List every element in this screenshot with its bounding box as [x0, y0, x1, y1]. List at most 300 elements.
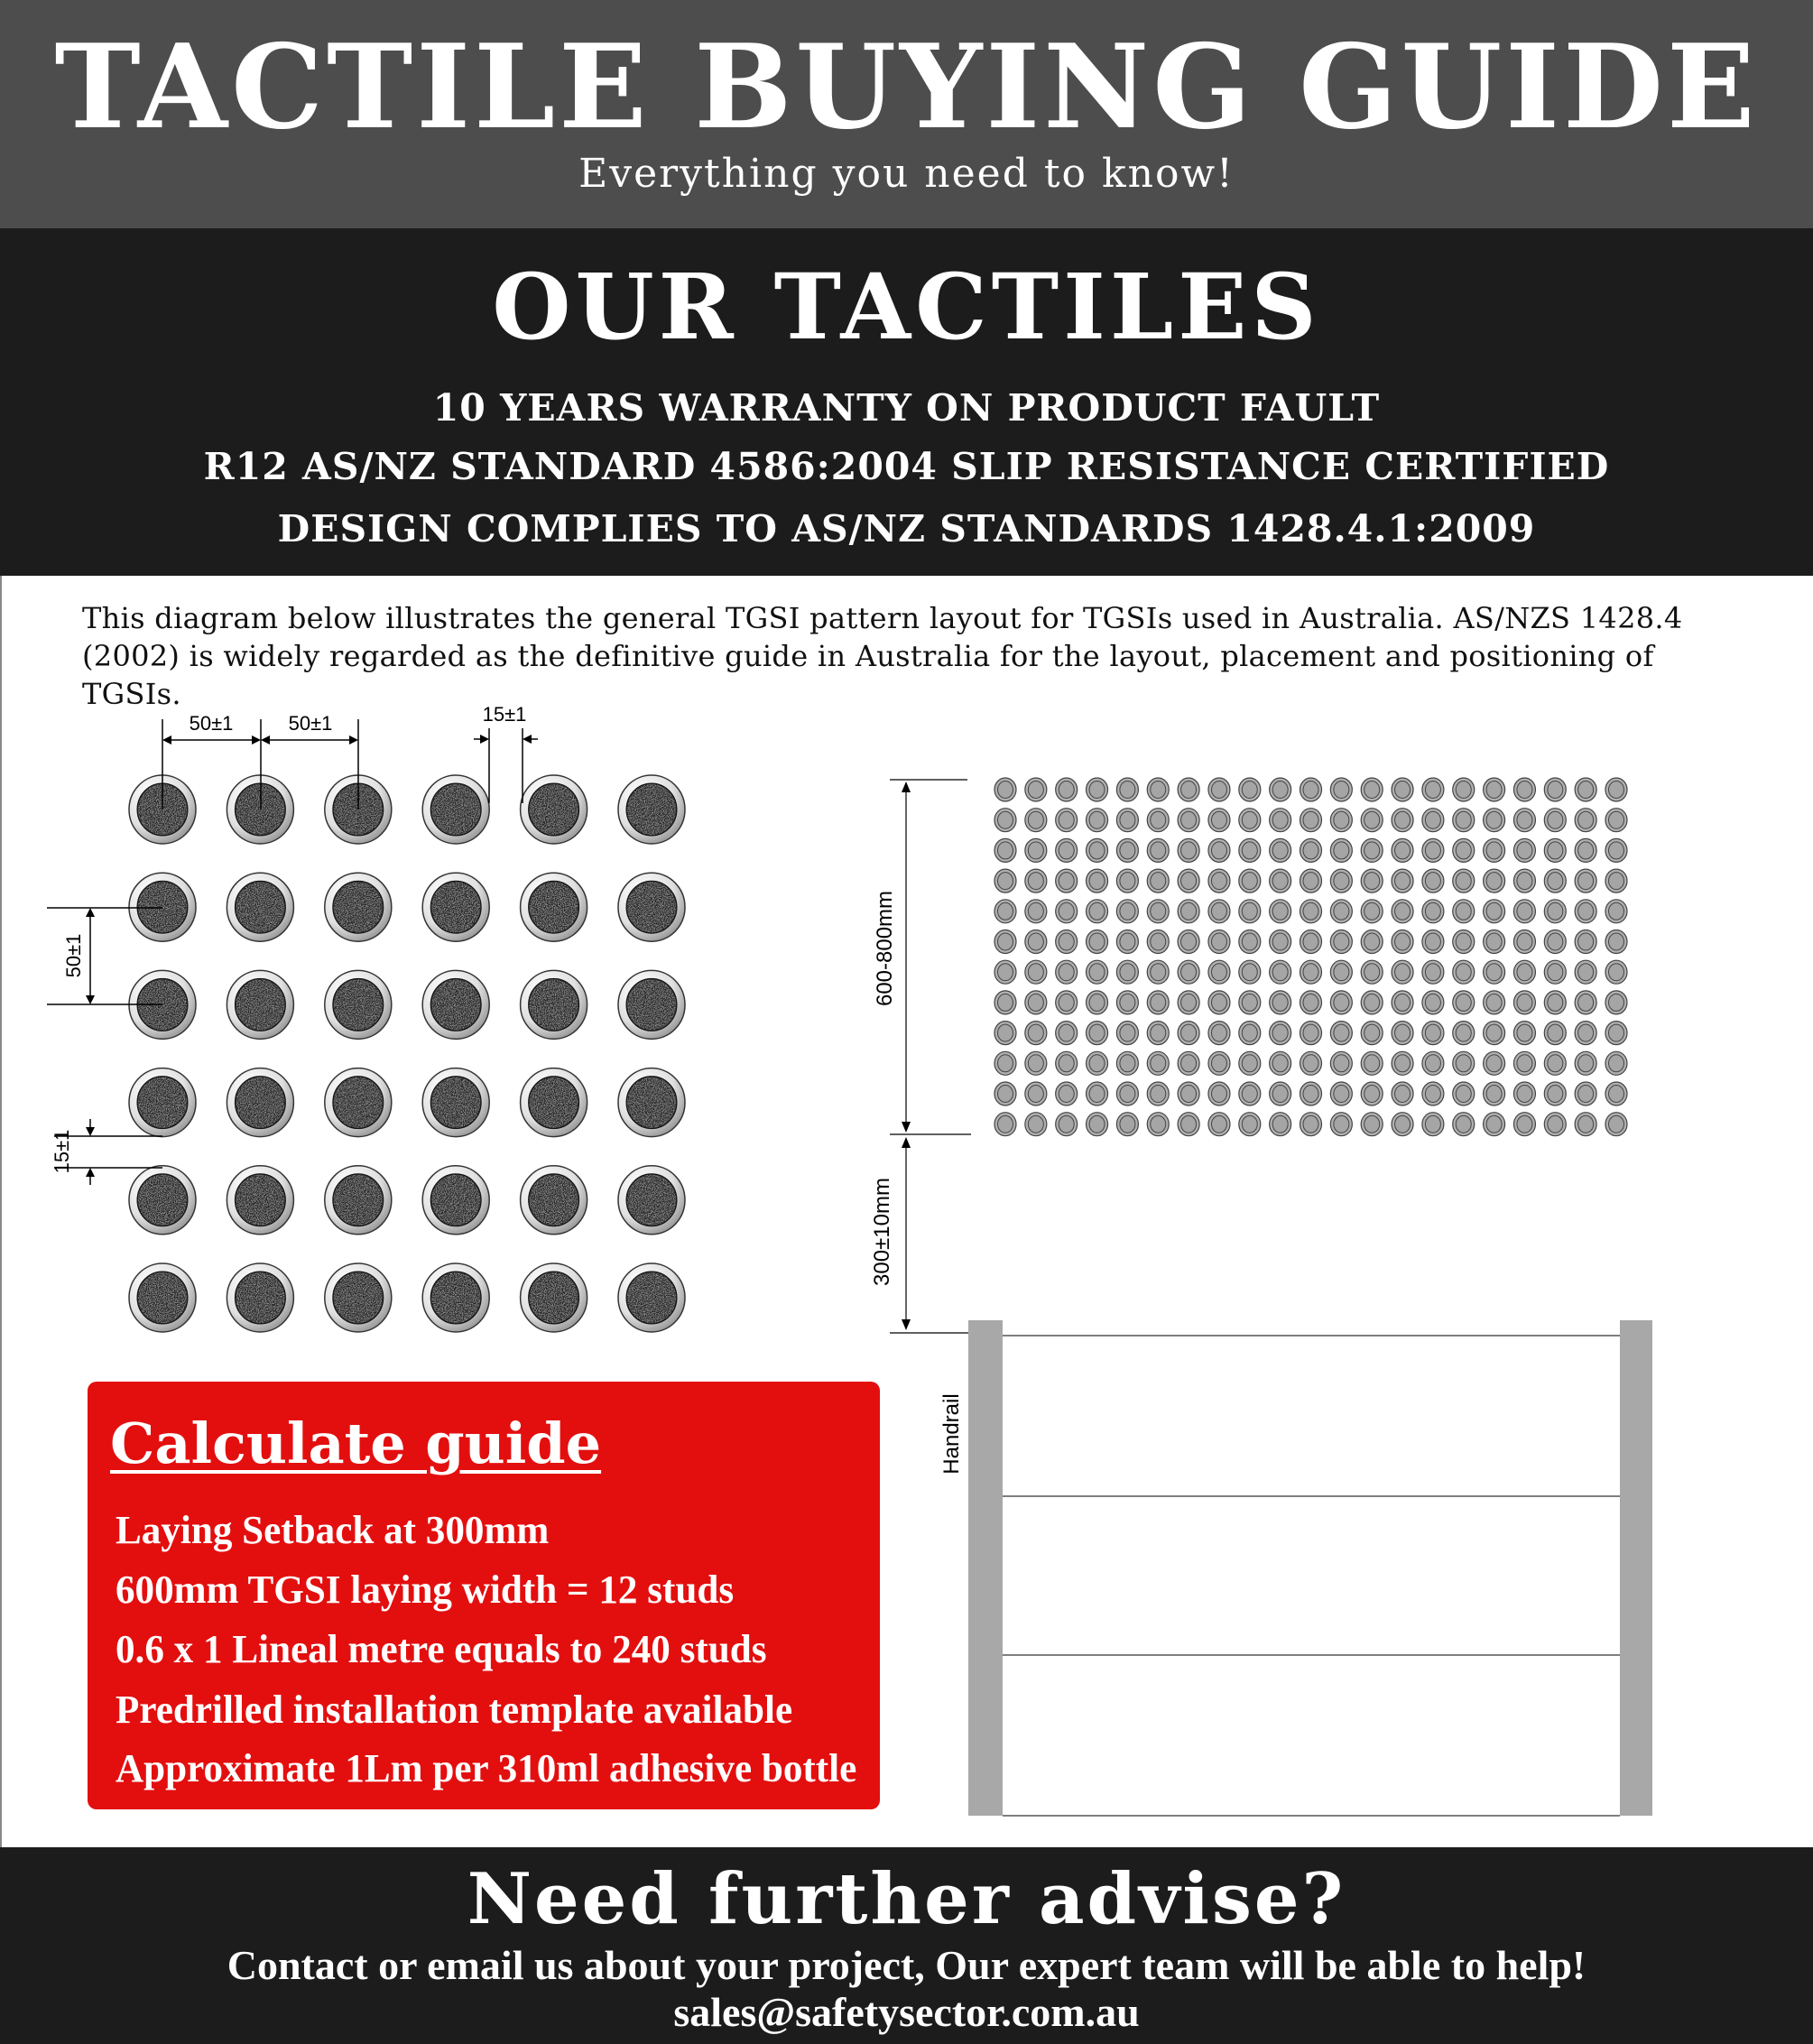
layout-stud: [1239, 1051, 1261, 1075]
tactile-stud: [521, 1263, 587, 1332]
layout-stud: [1087, 809, 1108, 832]
layout-stud: [1239, 960, 1261, 984]
layout-stud: [1025, 930, 1047, 954]
layout-stud: [1422, 960, 1444, 984]
layout-stud: [1575, 869, 1596, 893]
layout-stud: [1392, 960, 1413, 984]
layout-stud: [1208, 900, 1230, 923]
layout-stud: [1087, 930, 1108, 954]
tgsi-width-label: 600-800mm: [873, 890, 897, 1007]
tactile-stud: [618, 1166, 685, 1235]
layout-stud: [1116, 1022, 1138, 1045]
calc-item-setback: Laying Setback at 300mm: [116, 1508, 550, 1552]
layout-stud: [1147, 1051, 1169, 1075]
layout-stud: [1239, 869, 1261, 893]
layout-stud: [1392, 1082, 1413, 1105]
layout-stud: [1208, 809, 1230, 832]
layout-stud: [1116, 1082, 1138, 1105]
layout-stud: [1025, 1113, 1047, 1136]
layout-stud: [1087, 1022, 1108, 1045]
tactile-stud: [422, 1263, 489, 1332]
layout-stud: [1513, 900, 1535, 923]
calc-item-adhesive: Approximate 1Lm per 310ml adhesive bottle: [116, 1746, 857, 1790]
layout-stud: [1056, 869, 1078, 893]
layout-stud: [1544, 1113, 1566, 1136]
layout-stud: [1147, 778, 1169, 801]
layout-stud: [1056, 1022, 1078, 1045]
layout-stud: [1270, 869, 1291, 893]
layout-stud: [994, 778, 1016, 801]
layout-stud: [1330, 1022, 1352, 1045]
layout-stud: [1087, 869, 1108, 893]
layout-stud: [1239, 809, 1261, 832]
layout-stud: [1056, 960, 1078, 984]
layout-stud: [994, 1113, 1016, 1136]
layout-stud: [1361, 991, 1383, 1014]
handrail-stairs: [968, 1320, 1652, 1816]
layout-stud: [1208, 1022, 1230, 1045]
tactile-stud: [521, 873, 587, 941]
layout-stud: [1178, 1113, 1199, 1136]
layout-stud: [1361, 900, 1383, 923]
layout-stud: [1575, 1113, 1596, 1136]
layout-stud: [1453, 991, 1475, 1014]
layout-stud: [994, 809, 1016, 832]
layout-stud: [1575, 991, 1596, 1014]
layout-stud: [1330, 838, 1352, 862]
layout-stud: [1147, 809, 1169, 832]
tactile-stud: [325, 1166, 392, 1235]
layout-stud: [1422, 1051, 1444, 1075]
layout-stud: [1453, 930, 1475, 954]
layout-stud: [1392, 1051, 1413, 1075]
layout-stud: [1605, 900, 1627, 923]
layout-stud: [1513, 991, 1535, 1014]
layout-stud: [1025, 1082, 1047, 1105]
layout-stud: [1300, 960, 1322, 984]
layout-stud: [1178, 778, 1199, 801]
layout-stud: [994, 869, 1016, 893]
layout-stud: [1087, 838, 1108, 862]
layout-stud: [1147, 1113, 1169, 1136]
layout-stud: [1330, 869, 1352, 893]
calc-item-template: Predrilled installation template available: [116, 1688, 793, 1732]
layout-stud: [1087, 991, 1108, 1014]
layout-stud: [1239, 930, 1261, 954]
tactile-stud: [227, 1263, 293, 1332]
layout-stud: [1422, 1113, 1444, 1136]
layout-stud: [1605, 1051, 1627, 1075]
handrail-label: Handrail: [939, 1393, 964, 1475]
layout-stud: [1361, 1082, 1383, 1105]
tactile-stud: [325, 970, 392, 1039]
layout-stud: [1025, 991, 1047, 1014]
layout-stud: [1270, 778, 1291, 801]
calc-item-laying-width: 600mm TGSI laying width = 12 studs: [116, 1568, 735, 1612]
layout-stud: [1270, 1051, 1291, 1075]
layout-stud: [1178, 900, 1199, 923]
layout-stud: [1178, 809, 1199, 832]
layout-stud: [1544, 930, 1566, 954]
footer-message: Contact or email us about your project, Our expert team will be able to help!: [227, 1942, 1586, 1988]
tactile-stud: [618, 1263, 685, 1332]
layout-stud: [1392, 778, 1413, 801]
layout-stud: [1605, 778, 1627, 801]
tactile-stud: [227, 1068, 293, 1137]
layout-stud: [1270, 838, 1291, 862]
layout-stud: [1270, 1022, 1291, 1045]
layout-stud: [1025, 1022, 1047, 1045]
stud-grid-detail: [129, 775, 685, 1332]
layout-stud: [1605, 838, 1627, 862]
layout-stud: [1453, 778, 1475, 801]
layout-stud: [1116, 838, 1138, 862]
tactile-stud: [422, 873, 489, 941]
row-spacing-label: 50±1: [62, 933, 85, 978]
layout-stud: [1484, 1051, 1505, 1075]
layout-stud: [1422, 930, 1444, 954]
footer-title: Need further advise?: [467, 1858, 1346, 1940]
tactile-stud: [422, 970, 489, 1039]
layout-stud: [1056, 1051, 1078, 1075]
layout-stud: [1453, 1113, 1475, 1136]
layout-stud: [1087, 900, 1108, 923]
layout-stud: [1116, 991, 1138, 1014]
gap-label-top: 15±1: [482, 703, 527, 726]
layout-stud: [1392, 930, 1413, 954]
layout-stud: [1270, 1082, 1291, 1105]
layout-stud: [1392, 809, 1413, 832]
layout-stud: [1513, 869, 1535, 893]
layout-stud: [1544, 869, 1566, 893]
layout-stud: [1270, 991, 1291, 1014]
layout-stud: [1361, 1022, 1383, 1045]
layout-stud: [1300, 1113, 1322, 1136]
layout-stud: [1484, 991, 1505, 1014]
tactile-stud: [129, 873, 196, 941]
layout-stud: [1239, 991, 1261, 1014]
handrail-post-left: [968, 1320, 1003, 1816]
layout-stud: [1087, 1051, 1108, 1075]
layout-stud: [1453, 1051, 1475, 1075]
tactile-stud: [227, 970, 293, 1039]
intro-paragraph: This diagram below illustrates the general TGSI pattern layout for TGSIs used in Australia. AS/NZS 1428.4 (2002) is widely regarded as the definitive guide in Australia for the layout, placement and positioning of TGSIs.: [82, 601, 1683, 711]
layout-stud: [1208, 778, 1230, 801]
layout-stud: [1300, 1022, 1322, 1045]
layout-stud: [1116, 869, 1138, 893]
tactile-stud: [618, 775, 685, 844]
layout-stud: [1422, 1022, 1444, 1045]
setback-label: 300±10mm: [870, 1178, 894, 1286]
layout-stud: [1178, 930, 1199, 954]
tactile-stud: [521, 970, 587, 1039]
layout-stud: [1361, 778, 1383, 801]
tactile-stud: [325, 873, 392, 941]
layout-stud: [1513, 1113, 1535, 1136]
layout-stud: [1605, 1082, 1627, 1105]
tactile-stud: [129, 1166, 196, 1235]
layout-dimension-lines: [890, 780, 971, 1333]
layout-stud: [1239, 838, 1261, 862]
layout-stud: [1300, 869, 1322, 893]
layout-stud: [1116, 900, 1138, 923]
layout-stud: [1361, 1113, 1383, 1136]
layout-stud: [1147, 930, 1169, 954]
layout-stud: [1025, 838, 1047, 862]
layout-stud: [1270, 809, 1291, 832]
layout-stud: [1330, 991, 1352, 1014]
layout-stud: [1056, 838, 1078, 862]
layout-stud: [994, 960, 1016, 984]
page-subtitle: Everything you need to know!: [578, 151, 1235, 197]
page-title: TACTILE BUYING GUIDE: [54, 20, 1759, 155]
tactile-stud: [227, 873, 293, 941]
layout-stud: [1484, 1022, 1505, 1045]
layout-stud: [1575, 900, 1596, 923]
layout-stud: [1453, 1082, 1475, 1105]
layout-stud: [1544, 900, 1566, 923]
layout-stud: [1025, 900, 1047, 923]
tactile-stud: [325, 1263, 392, 1332]
layout-stud: [1116, 1051, 1138, 1075]
layout-stud: [1056, 991, 1078, 1014]
layout-stud: [994, 1022, 1016, 1045]
layout-stud: [1087, 1113, 1108, 1136]
layout-stud: [1116, 809, 1138, 832]
layout-stud: [1178, 838, 1199, 862]
layout-stud: [1330, 900, 1352, 923]
layout-stud: [1513, 1082, 1535, 1105]
layout-stud: [994, 1082, 1016, 1105]
layout-stud: [1605, 809, 1627, 832]
layout-stud: [1056, 1113, 1078, 1136]
layout-stud: [1361, 1051, 1383, 1075]
layout-stud: [1392, 1022, 1413, 1045]
layout-stud: [1544, 838, 1566, 862]
layout-stud: [1453, 838, 1475, 862]
tactile-stud: [422, 1166, 489, 1235]
layout-stud: [994, 838, 1016, 862]
calculate-guide-title: Calculate guide: [110, 1410, 602, 1476]
layout-stud: [1361, 838, 1383, 862]
tactile-stud: [521, 1068, 587, 1137]
layout-stud: [1147, 991, 1169, 1014]
layout-stud: [1056, 809, 1078, 832]
layout-stud: [1300, 809, 1322, 832]
layout-stud: [1605, 960, 1627, 984]
layout-stud: [1147, 838, 1169, 862]
layout-stud: [1544, 1051, 1566, 1075]
tactile-stud: [618, 873, 685, 941]
layout-stud: [1484, 1082, 1505, 1105]
layout-stud: [1484, 838, 1505, 862]
layout-stud: [1575, 1082, 1596, 1105]
layout-stud: [1239, 1082, 1261, 1105]
layout-stud: [1056, 900, 1078, 923]
layout-stud: [1484, 900, 1505, 923]
layout-stud: [1544, 991, 1566, 1014]
layout-stud: [1361, 809, 1383, 832]
layout-stud: [1178, 869, 1199, 893]
layout-stud: [1087, 1082, 1108, 1105]
tactile-stud: [521, 1166, 587, 1235]
layout-stud: [1605, 991, 1627, 1014]
layout-stud: [1178, 960, 1199, 984]
gap-label-side: 15±1: [51, 1129, 73, 1174]
layout-stud: [1147, 900, 1169, 923]
layout-stud: [1544, 1082, 1566, 1105]
layout-stud: [1361, 869, 1383, 893]
layout-stud: [994, 1051, 1016, 1075]
layout-stud: [1330, 809, 1352, 832]
layout-stud: [1025, 869, 1047, 893]
spacing-label-2: 50±1: [288, 712, 333, 735]
layout-stud: [1484, 778, 1505, 801]
layout-stud: [1178, 1051, 1199, 1075]
layout-stud: [1392, 838, 1413, 862]
stud-grid-layout: [994, 778, 1627, 1136]
layout-stud: [1575, 778, 1596, 801]
layout-stud: [1116, 778, 1138, 801]
layout-stud: [1422, 991, 1444, 1014]
layout-stud: [1513, 778, 1535, 801]
layout-stud: [1513, 930, 1535, 954]
layout-stud: [1453, 1022, 1475, 1045]
layout-stud: [1208, 838, 1230, 862]
layout-stud: [994, 930, 1016, 954]
layout-stud: [1575, 930, 1596, 954]
tactile-stud: [422, 775, 489, 844]
certification-slip-resistance: R12 AS/NZ STANDARD 4586:2004 SLIP RESISTANCE CERTIFIED: [203, 445, 1610, 488]
layout-stud: [1208, 1082, 1230, 1105]
layout-stud: [1605, 1113, 1627, 1136]
tactile-stud: [129, 1068, 196, 1137]
layout-stud: [1208, 930, 1230, 954]
layout-stud: [1208, 1051, 1230, 1075]
layout-stud: [1025, 960, 1047, 984]
layout-stud: [1361, 930, 1383, 954]
layout-stud: [1422, 869, 1444, 893]
layout-stud: [1147, 1022, 1169, 1045]
layout-stud: [1270, 930, 1291, 954]
layout-stud: [1513, 1022, 1535, 1045]
layout-stud: [1239, 1113, 1261, 1136]
tactiles-title: OUR TACTILES: [492, 254, 1321, 360]
layout-stud: [1330, 778, 1352, 801]
layout-stud: [1300, 930, 1322, 954]
layout-stud: [1300, 900, 1322, 923]
layout-stud: [1270, 960, 1291, 984]
layout-stud: [1178, 1022, 1199, 1045]
calc-item-lineal-metre: 0.6 x 1 Lineal metre equals to 240 studs: [116, 1627, 767, 1671]
layout-stud: [1544, 1022, 1566, 1045]
spacing-label-1: 50±1: [189, 712, 234, 735]
layout-stud: [1208, 991, 1230, 1014]
layout-stud: [1392, 900, 1413, 923]
layout-stud: [1056, 1082, 1078, 1105]
layout-stud: [1484, 930, 1505, 954]
layout-stud: [1116, 1113, 1138, 1136]
layout-stud: [1422, 778, 1444, 801]
layout-stud: [1453, 960, 1475, 984]
handrail-post-right: [1620, 1320, 1652, 1816]
layout-stud: [1239, 778, 1261, 801]
layout-stud: [1056, 778, 1078, 801]
layout-stud: [1605, 869, 1627, 893]
layout-stud: [1422, 900, 1444, 923]
layout-stud: [1330, 960, 1352, 984]
layout-stud: [1116, 930, 1138, 954]
layout-stud: [1300, 1051, 1322, 1075]
layout-stud: [1484, 869, 1505, 893]
layout-stud: [1300, 1082, 1322, 1105]
layout-stud: [1453, 809, 1475, 832]
layout-stud: [1330, 930, 1352, 954]
tactile-stud: [227, 1166, 293, 1235]
layout-stud: [1239, 900, 1261, 923]
layout-stud: [1422, 809, 1444, 832]
layout-stud: [1178, 1082, 1199, 1105]
layout-stud: [1513, 960, 1535, 984]
certification-warranty: 10 YEARS WARRANTY ON PRODUCT FAULT: [432, 386, 1381, 430]
layout-stud: [1330, 1113, 1352, 1136]
layout-stud: [1453, 900, 1475, 923]
layout-stud: [1605, 930, 1627, 954]
tactile-stud: [129, 1263, 196, 1332]
layout-stud: [1178, 991, 1199, 1014]
layout-stud: [1544, 809, 1566, 832]
layout-stud: [1361, 960, 1383, 984]
layout-stud: [1575, 809, 1596, 832]
layout-stud: [994, 991, 1016, 1014]
contact-email-link[interactable]: sales@safetysector.com.au: [673, 1989, 1140, 2035]
layout-stud: [1300, 838, 1322, 862]
layout-stud: [1544, 778, 1566, 801]
layout-stud: [1330, 1051, 1352, 1075]
layout-stud: [1605, 1022, 1627, 1045]
layout-stud: [1147, 1082, 1169, 1105]
layout-stud: [1513, 838, 1535, 862]
layout-stud: [1575, 838, 1596, 862]
tactile-stud: [422, 1068, 489, 1137]
certification-design-standard: DESIGN COMPLIES TO AS/NZ STANDARDS 1428.4.1:2009: [277, 507, 1536, 550]
layout-stud: [1056, 930, 1078, 954]
layout-stud: [1484, 1113, 1505, 1136]
tactile-stud: [521, 775, 587, 844]
tactile-stud: [325, 1068, 392, 1137]
layout-stud: [1025, 809, 1047, 832]
layout-stud: [1392, 1113, 1413, 1136]
layout-stud: [1453, 869, 1475, 893]
layout-stud: [1513, 809, 1535, 832]
layout-stud: [1147, 960, 1169, 984]
layout-stud: [1239, 1022, 1261, 1045]
layout-stud: [1300, 991, 1322, 1014]
layout-stud: [1484, 809, 1505, 832]
layout-stud: [1575, 1051, 1596, 1075]
layout-stud: [1087, 960, 1108, 984]
layout-stud: [1025, 1051, 1047, 1075]
layout-stud: [1300, 778, 1322, 801]
layout-stud: [1484, 960, 1505, 984]
layout-stud: [1575, 960, 1596, 984]
layout-stud: [1392, 869, 1413, 893]
layout-stud: [1208, 960, 1230, 984]
layout-stud: [1330, 1082, 1352, 1105]
layout-stud: [994, 900, 1016, 923]
tactile-stud: [618, 970, 685, 1039]
layout-stud: [1147, 869, 1169, 893]
